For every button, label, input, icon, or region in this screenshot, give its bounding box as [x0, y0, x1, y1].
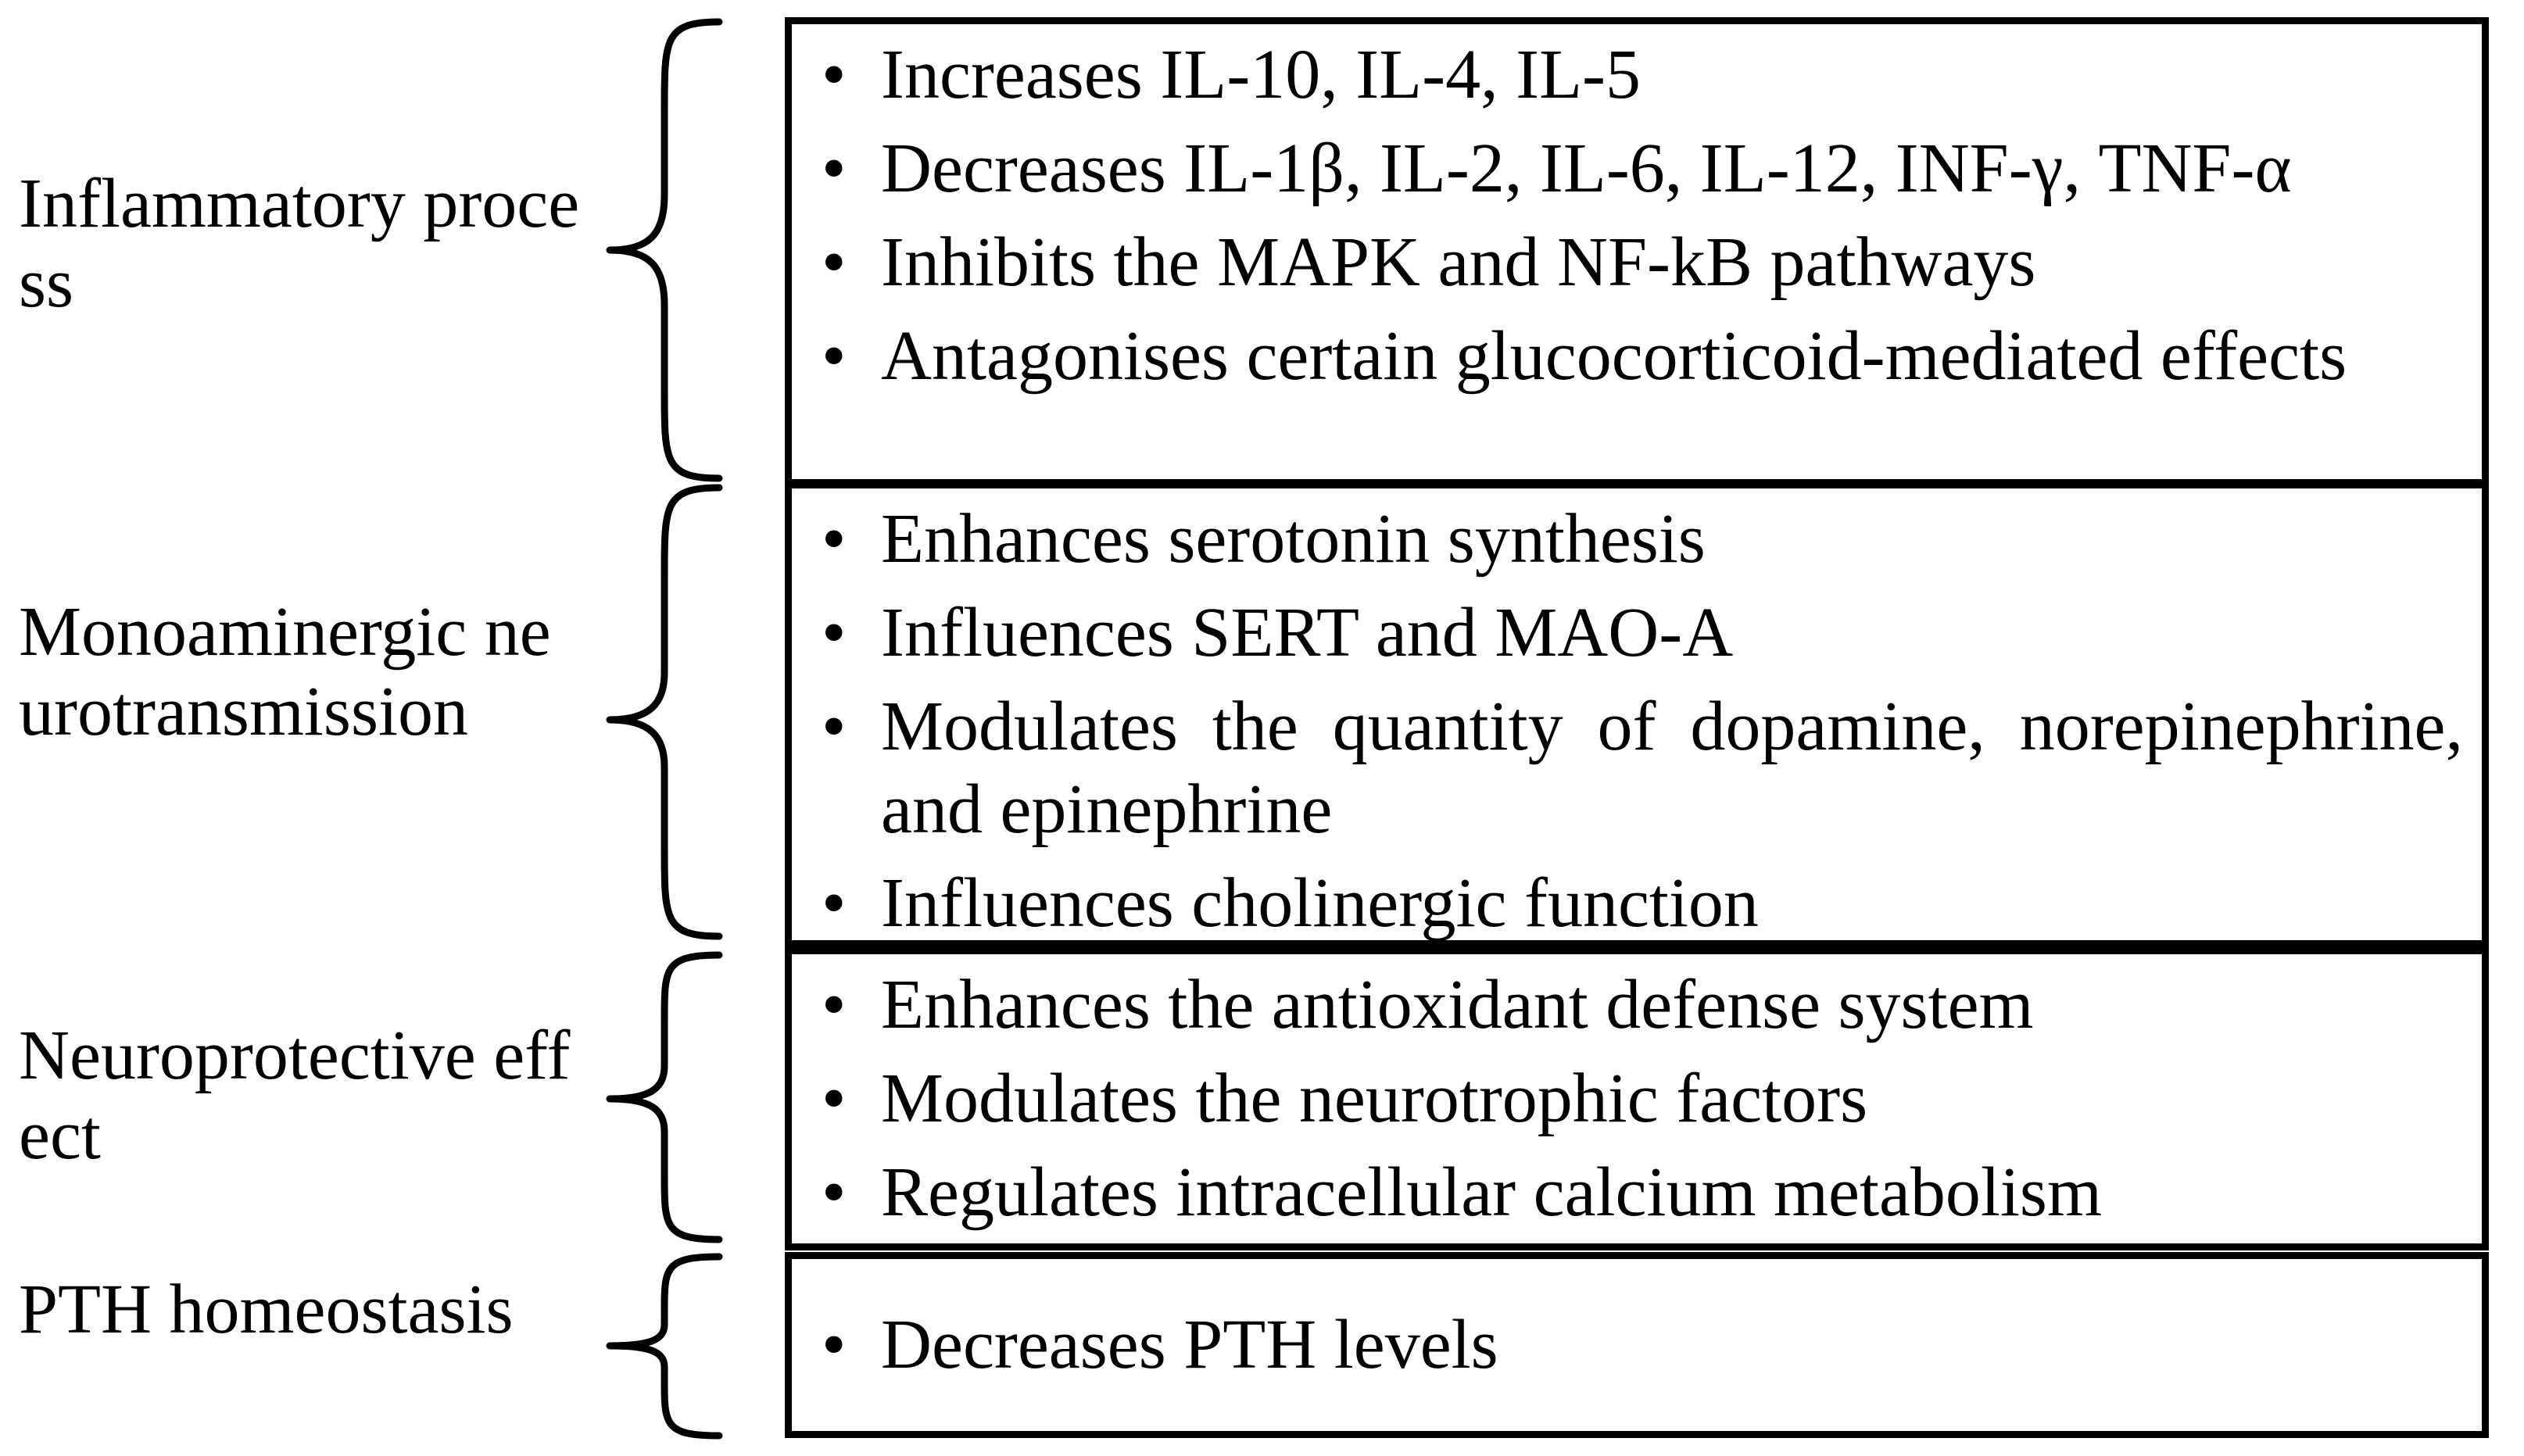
list-inflammatory-process	[811, 34, 2463, 398]
item-text: Enhances serotonin synthesis	[881, 500, 1706, 578]
bullet-icon: •	[822, 1306, 847, 1383]
box-monoaminergic-neurotransmission	[785, 481, 2489, 947]
brace-pth-homeostasis	[602, 1250, 750, 1442]
bullet-icon: •	[822, 130, 847, 207]
item-text: Inhibits the MAPK and NF-kB pathways	[881, 224, 2036, 301]
list-item	[811, 1151, 2463, 1234]
bullet-icon: •	[822, 1154, 847, 1231]
item-text: Antagonises certain glucocorticoid-mediated effects	[881, 317, 2347, 395]
list-item	[811, 315, 2463, 398]
list-item	[811, 964, 2463, 1046]
list-item	[811, 1057, 2463, 1140]
bullet-icon: •	[822, 594, 847, 671]
item-text: Influences cholinergic function	[881, 864, 1759, 942]
bullet-icon: •	[822, 500, 847, 578]
item-text: Decreases PTH levels	[881, 1306, 1498, 1383]
box-inflammatory-process	[785, 17, 2489, 486]
item-text: Modulates the neurotrophic factors	[881, 1060, 1868, 1137]
list-item	[811, 498, 2463, 581]
list-item	[811, 127, 2463, 210]
item-text: Decreases IL-1β, IL-2, IL-6, IL-12, INF-γ, TNF-α	[881, 130, 2292, 207]
bullet-icon: •	[822, 966, 847, 1043]
list-pth-homeostasis	[811, 1304, 2463, 1386]
list-item	[811, 1304, 2463, 1386]
list-item	[811, 221, 2463, 304]
brace-inflammatory-process	[602, 16, 750, 485]
bullet-icon: •	[822, 317, 847, 395]
box-neuroprotective-effect	[785, 947, 2489, 1250]
bullet-icon: •	[822, 36, 847, 113]
list-item	[811, 34, 2463, 116]
brace-neuroprotective-effect	[602, 949, 750, 1246]
bullet-icon: •	[822, 224, 847, 301]
item-text: Increases IL-10, IL-4, IL-5	[881, 36, 1641, 113]
list-neuroprotective-effect	[811, 964, 2463, 1234]
item-text: Modulates the quantity of dopamine, norepinephrine, and epinephrine	[881, 688, 2463, 848]
item-text: Enhances the antioxidant defense system	[881, 966, 2034, 1043]
list-item	[811, 685, 2463, 851]
box-pth-homeostasis	[785, 1252, 2489, 1438]
item-text: Influences SERT and MAO-A	[881, 594, 1734, 671]
bullet-icon: •	[822, 864, 847, 942]
group-label-pth-homeostasis: PTH homeostasis	[19, 1271, 514, 1348]
list-item	[811, 592, 2463, 674]
item-text: Regulates intracellular calcium metabolism	[881, 1154, 2102, 1231]
bullet-icon: •	[822, 1060, 847, 1137]
group-label-neuroprotective-effect: Neuroprotective effect	[19, 1017, 571, 1174]
list-item	[811, 862, 2463, 945]
group-label-inflammatory-process: Inflammatory process	[19, 165, 580, 322]
brace-monoaminergic-neurotransmission	[602, 481, 750, 943]
list-monoaminergic-neurotransmission	[811, 498, 2463, 945]
bullet-icon: •	[822, 688, 847, 765]
group-label-monoaminergic-neurotransmission: Monoaminergic neurotransmission	[19, 593, 551, 750]
